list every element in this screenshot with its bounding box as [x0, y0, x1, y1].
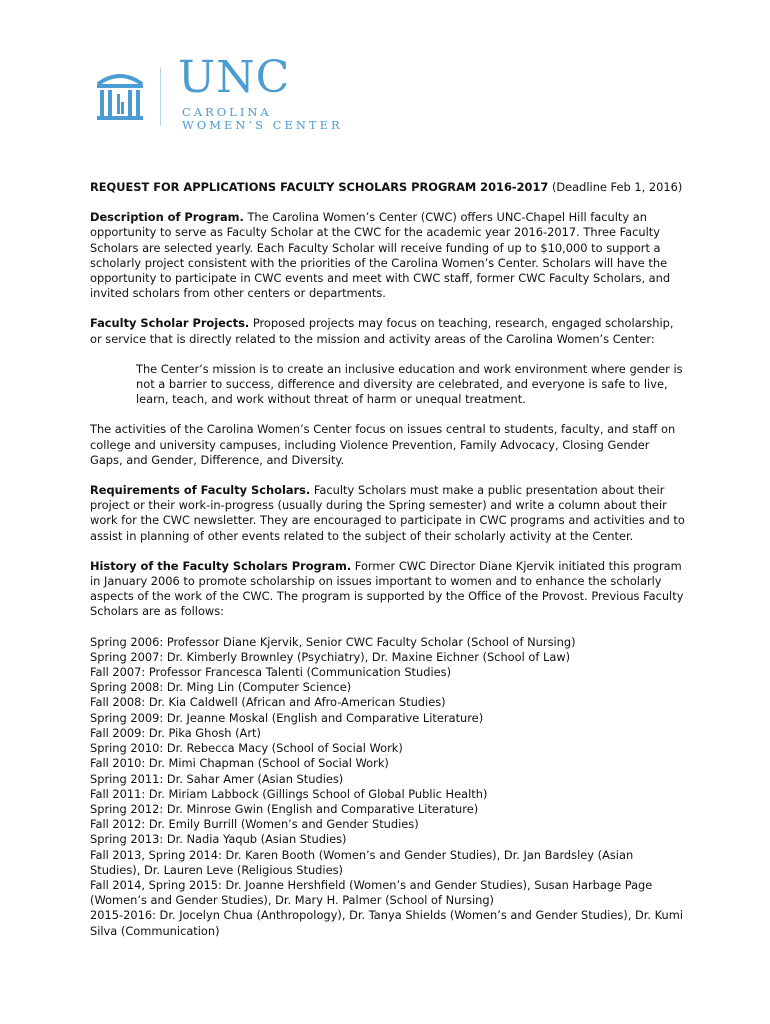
description-heading: Description of Program.	[90, 210, 244, 225]
list-item: Fall 2010: Dr. Mimi Chapman (School of Social Work)	[90, 756, 389, 771]
projects-heading: Faculty Scholar Projects.	[90, 316, 250, 331]
list-item: Spring 2012: Dr. Minrose Gwin (English and Comparative Literature)	[90, 801, 479, 816]
activities-paragraph: The activities of the Carolina Women’s Center focus on issues central to students, faculty, and staff on college and university campuses, including Violence Prevention, Family Advocacy, Closing Gender Gaps, and Gender, Difference, and Diversity.	[90, 422, 676, 467]
list-item: Fall 2014, Spring 2015: Dr. Joanne Hershfield (Women’s and Gender Studies), Susan Harbage Page (Women’s and Gender Studies), Dr. Mary H. Palmer (School of Nursing)	[90, 877, 653, 908]
list-item: Spring 2007: Dr. Kimberly Brownley (Psychiatry), Dr. Maxine Eichner (School of Law)	[90, 649, 571, 664]
list-item: Spring 2006: Professor Diane Kjervik, Senior CWC Faculty Scholar (School of Nursing)	[90, 634, 576, 649]
list-item: 2015-2016: Dr. Jocelyn Chua (Anthropology), Dr. Tanya Shields (Women’s and Gender Studies), Dr. Kumi Silva (Communication)	[90, 908, 684, 938]
list-item: Spring 2013: Dr. Nadia Yaqub (Asian Studies)	[90, 832, 347, 847]
history-paragraph	[90, 559, 685, 620]
title-deadline: (Deadline Feb 1, 2016)	[548, 180, 683, 194]
requirements-heading: Requirements of Faculty Scholars.	[90, 483, 311, 498]
document-title	[90, 180, 685, 195]
logo-divider	[160, 68, 161, 126]
list-item: Spring 2008: Dr. Ming Lin (Computer Science)	[90, 680, 352, 695]
logo-carolina-text: CAROLINA	[182, 105, 272, 119]
description-text: The Carolina Women’s Center (CWC) offers UNC-Chapel Hill faculty an opportunity to serve as Faculty Scholar at the CWC for the academic year 2016-2017. Three Faculty Scholars are selected yearly. Each Faculty Scholar will receive funding of up to $10,000 to support a scholarly project consistent with the priorities of the Carolina Women’s Center. Scholars will have the opportunity to participate in CWC events and meet with CWC staff, former CWC Faculty Scholars, and invited scholars from other centers or departments.	[90, 210, 671, 301]
logo-womens-center-text: WOMEN’S CENTER	[182, 118, 343, 132]
old-well-icon	[94, 66, 146, 124]
list-item: Fall 2008: Dr. Kia Caldwell (African and Afro-American Studies)	[90, 695, 446, 710]
list-item: Fall 2013, Spring 2014: Dr. Karen Booth (Women’s and Gender Studies), Dr. Jan Bardsley (Asian Studies), Dr. Lauren Leve (Religious Studies)	[90, 847, 634, 877]
list-item: Fall 2007: Professor Francesca Talenti (Communication Studies)	[90, 665, 452, 680]
list-item: Spring 2009: Dr. Jeanne Moskal (English and Comparative Literature)	[90, 710, 484, 725]
scholar-list	[90, 635, 685, 939]
list-item: Fall 2011: Dr. Miriam Labbock (Gillings School of Global Public Health)	[90, 786, 488, 801]
list-item: Spring 2011: Dr. Sahar Amer (Asian Studies)	[90, 771, 344, 786]
description-paragraph	[90, 210, 685, 301]
list-item: Fall 2009: Dr. Pika Ghosh (Art)	[90, 725, 261, 740]
requirements-text: Faculty Scholars must make a public presentation about their project or their work-in-progress (usually during the Spring semester) and write a column about their work for the CWC newsletter. They are encouraged to participate in CWC programs and activities and to assist in planning of other events related to the subject of their scholarly activity at the Center.	[90, 483, 685, 543]
document-body	[90, 180, 685, 939]
requirements-paragraph	[90, 483, 685, 544]
projects-text: Proposed projects may focus on teaching, research, engaged scholarship, or service that is directly related to the mission and activity areas of the Carolina Women’s Center:	[90, 316, 674, 346]
mission-quote: The Center’s mission is to create an inclusive education and work environment where gender is not a barrier to success, difference and diversity are celebrated, and everyone is safe to live, learn, teach, and work without threat of harm or unequal treatment.	[136, 361, 683, 407]
list-item: Spring 2010: Dr. Rebecca Macy (School of Social Work)	[90, 741, 403, 756]
history-text: Former CWC Director Diane Kjervik initiated this program in January 2006 to promote scholarship on issues important to women and to enhance the scholarly aspects of the work of the CWC. The program is supported by the Office of the Provost. Previous Faculty Scholars are as follows:	[90, 558, 684, 619]
list-item: Fall 2012: Dr. Emily Burrill (Women’s and Gender Studies)	[90, 817, 419, 832]
title-heading: REQUEST FOR APPLICATIONS FACULTY SCHOLARS PROGRAM 2016-2017	[90, 180, 549, 194]
logo-unc-text: UNC	[178, 52, 291, 103]
history-heading: History of the Faculty Scholars Program.	[90, 558, 352, 573]
projects-paragraph	[90, 316, 685, 346]
